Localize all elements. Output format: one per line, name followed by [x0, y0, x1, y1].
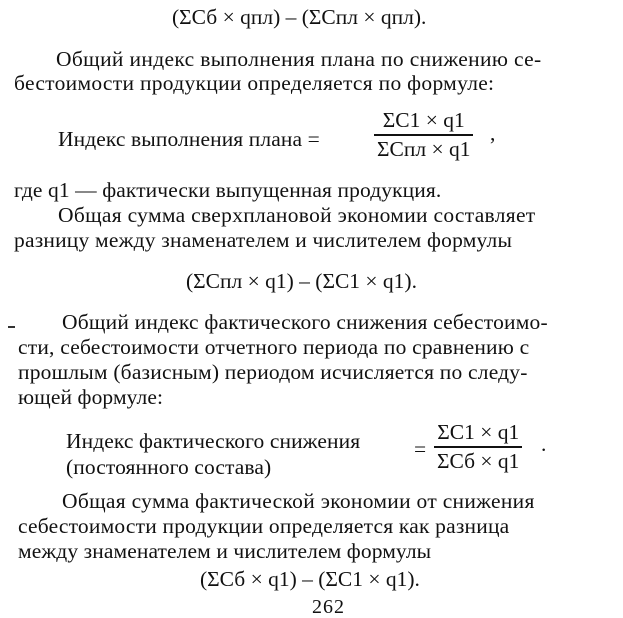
paragraph-overplan-line2: разницу между знаменателем и числителем формулы — [14, 228, 513, 252]
page-number: 262 — [312, 596, 345, 618]
paragraph-actual-index-line4: ющей формуле: — [18, 385, 164, 409]
paragraph-actual-economy-line1: Общая сумма фактической экономии от снижения — [62, 489, 535, 513]
paragraph-plan-index-line2: бестоимости продукции определяется по формуле: — [14, 71, 495, 95]
formula-actual-economy: (ΣСб × q1) – (ΣС1 × q1). — [200, 567, 420, 591]
paragraph-actual-economy-line3: между знаменателем и числителем формулы — [18, 539, 432, 563]
plan-index-comma: , — [490, 121, 496, 145]
plan-index-numerator: ΣС1 × q1 — [382, 108, 465, 132]
margin-mark — [8, 326, 15, 328]
paragraph-actual-economy-line2: себестоимости продукции определяется как разница — [18, 514, 510, 538]
actual-index-label-line2: (постоянного состава) — [66, 455, 272, 479]
actual-index-period: . — [541, 432, 547, 456]
formula-overplan-economy: (ΣСпл × q1) – (ΣС1 × q1). — [186, 269, 417, 293]
where-q1-definition: где q1 — фактически выпущенная продукция. — [14, 178, 442, 202]
plan-index-label: Индекс выполнения плана = — [58, 127, 320, 151]
actual-index-label-line1: Индекс фактического снижения — [66, 429, 361, 453]
actual-index-denominator: ΣСб × q1 — [437, 449, 520, 473]
paragraph-actual-index-line2: сти, себестоимости отчетного периода по сравнению с — [18, 335, 530, 359]
formula-economy-plan: (ΣСб × qпл) – (ΣСпл × qпл). — [172, 5, 427, 29]
paragraph-actual-index-line3: прошлым (базисным) периодом исчисляется по следу- — [18, 360, 528, 384]
paragraph-actual-index-line1: Общий индекс фактического снижения себестоимо- — [62, 310, 548, 334]
actual-index-fraction — [434, 420, 522, 474]
plan-index-fraction — [374, 108, 473, 162]
actual-index-equals: = — [414, 437, 427, 461]
paragraph-overplan-line1: Общая сумма сверхплановой экономии составляет — [58, 203, 536, 227]
plan-index-denominator: ΣСпл × q1 — [377, 137, 471, 161]
actual-index-numerator: ΣС1 × q1 — [437, 420, 520, 444]
paragraph-plan-index-line1: Общий индекс выполнения плана по снижению се- — [56, 47, 542, 71]
